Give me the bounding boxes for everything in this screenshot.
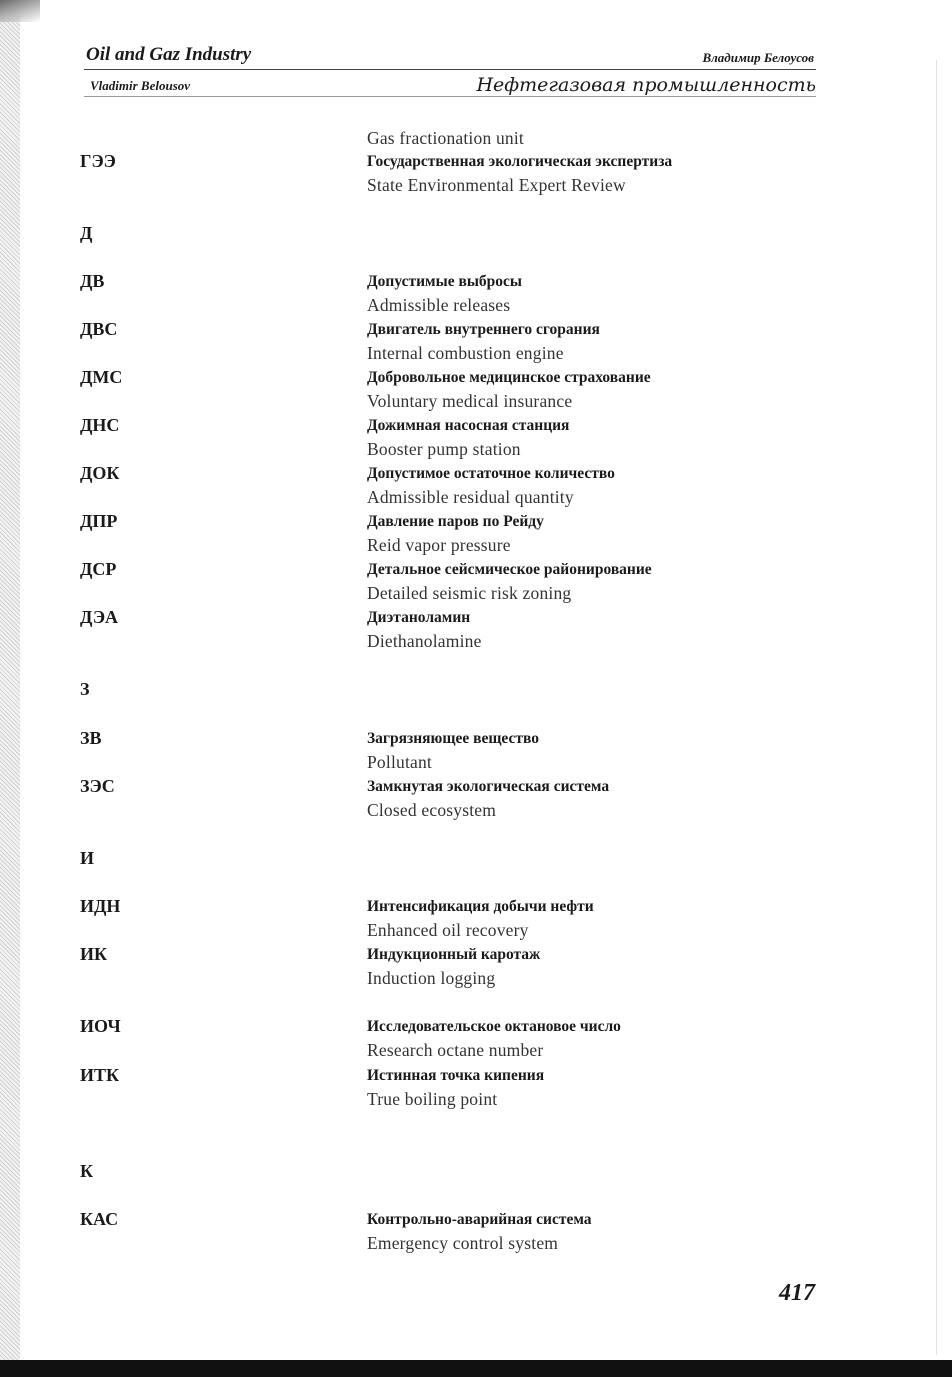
entry-abbreviation: ЗВ: [80, 728, 102, 748]
entry-abbreviation: ДОК: [80, 463, 120, 483]
entry-russian: Диэтаноламин: [367, 609, 471, 626]
entry-english: Closed ecosystem: [367, 800, 497, 820]
entry-english: Voluntary medical insurance: [367, 391, 573, 411]
entry-russian: Допустимое остаточное количество: [367, 465, 615, 482]
entry-english: True boiling point: [367, 1089, 498, 1109]
entry-abbreviation: КАС: [80, 1209, 119, 1229]
entry-russian: Загрязняющее вещество: [367, 730, 539, 747]
section-letter-label: Д: [80, 223, 93, 243]
entry-russian: Индукционный каротаж: [367, 946, 541, 963]
entry-russian: Контрольно-аварийная система: [367, 1211, 592, 1228]
entry-abbreviation: ДВС: [80, 319, 118, 339]
entry-russian: Двигатель внутреннего сгорания: [367, 321, 600, 338]
entry-russian: Исследовательское октановое число: [367, 1018, 621, 1035]
entry-abbreviation: ГЭЭ: [80, 151, 116, 171]
entry-abbreviation: ДНС: [80, 415, 120, 435]
entry-russian: Дожимная насосная станция: [367, 417, 570, 434]
entry-abbreviation: ДМС: [80, 367, 123, 387]
entry-russian: Замкнутая экологическая система: [367, 778, 610, 795]
page-number: 417: [779, 1280, 815, 1306]
entry-abbreviation: ДСР: [80, 559, 117, 579]
section-letter-label: И: [80, 848, 95, 868]
entry-russian: Допустимые выбросы: [367, 273, 523, 290]
entry-russian: Интенсификация добычи нефти: [367, 898, 594, 915]
entry-abbreviation: ДЭА: [80, 607, 119, 627]
scan-bottom-edge: [0, 1360, 952, 1377]
entry-english: Enhanced oil recovery: [367, 920, 529, 940]
section-letter-label: К: [80, 1161, 94, 1181]
entry-english: Diethanolamine: [367, 631, 482, 651]
entry-english: Reid vapor pressure: [367, 535, 511, 555]
entry-english: Research octane number: [367, 1040, 544, 1060]
entry-english: Booster pump station: [367, 439, 521, 459]
entry-abbreviation: ДПР: [80, 511, 118, 531]
entry-english: Internal combustion engine: [367, 343, 564, 363]
header-author-ru: Владимир Белоусов: [702, 50, 814, 65]
entry-abbreviation: ЗЭС: [80, 776, 115, 796]
header-title-ru: Нефтегазовая промышленность: [476, 74, 816, 96]
entry-abbreviation: ИТК: [80, 1065, 120, 1085]
entry-russian: Давление паров по Рейду: [367, 513, 544, 530]
entry-abbreviation: ДВ: [80, 271, 105, 291]
section-letter-label: З: [80, 679, 90, 699]
entry-abbreviation: ИДН: [80, 896, 121, 916]
entry-russian: Детальное сейсмическое районирование: [367, 561, 652, 578]
entry-english: State Environmental Expert Review: [367, 175, 626, 195]
entry-english: Admissible releases: [367, 295, 511, 315]
entry-russian: Истинная точка кипения: [367, 1067, 545, 1084]
entry-english: Gas fractionation unit: [367, 128, 524, 148]
entry-english: Induction logging: [367, 968, 496, 988]
entry-english: Emergency control system: [367, 1233, 559, 1253]
header-author-en: Vladimir Belousov: [90, 78, 191, 93]
entry-english: Pollutant: [367, 752, 432, 772]
entry-abbreviation: ИОЧ: [80, 1016, 121, 1036]
header-title-en: Oil and Gaz Industry: [86, 44, 252, 65]
entry-english: Admissible residual quantity: [367, 487, 574, 507]
entry-russian: Добровольное медицинское страхование: [367, 369, 651, 386]
entry-russian: Государственная экологическая экспертиза: [367, 153, 673, 170]
entry-abbreviation: ИК: [80, 944, 108, 964]
entry-english: Detailed seismic risk zoning: [367, 583, 572, 603]
